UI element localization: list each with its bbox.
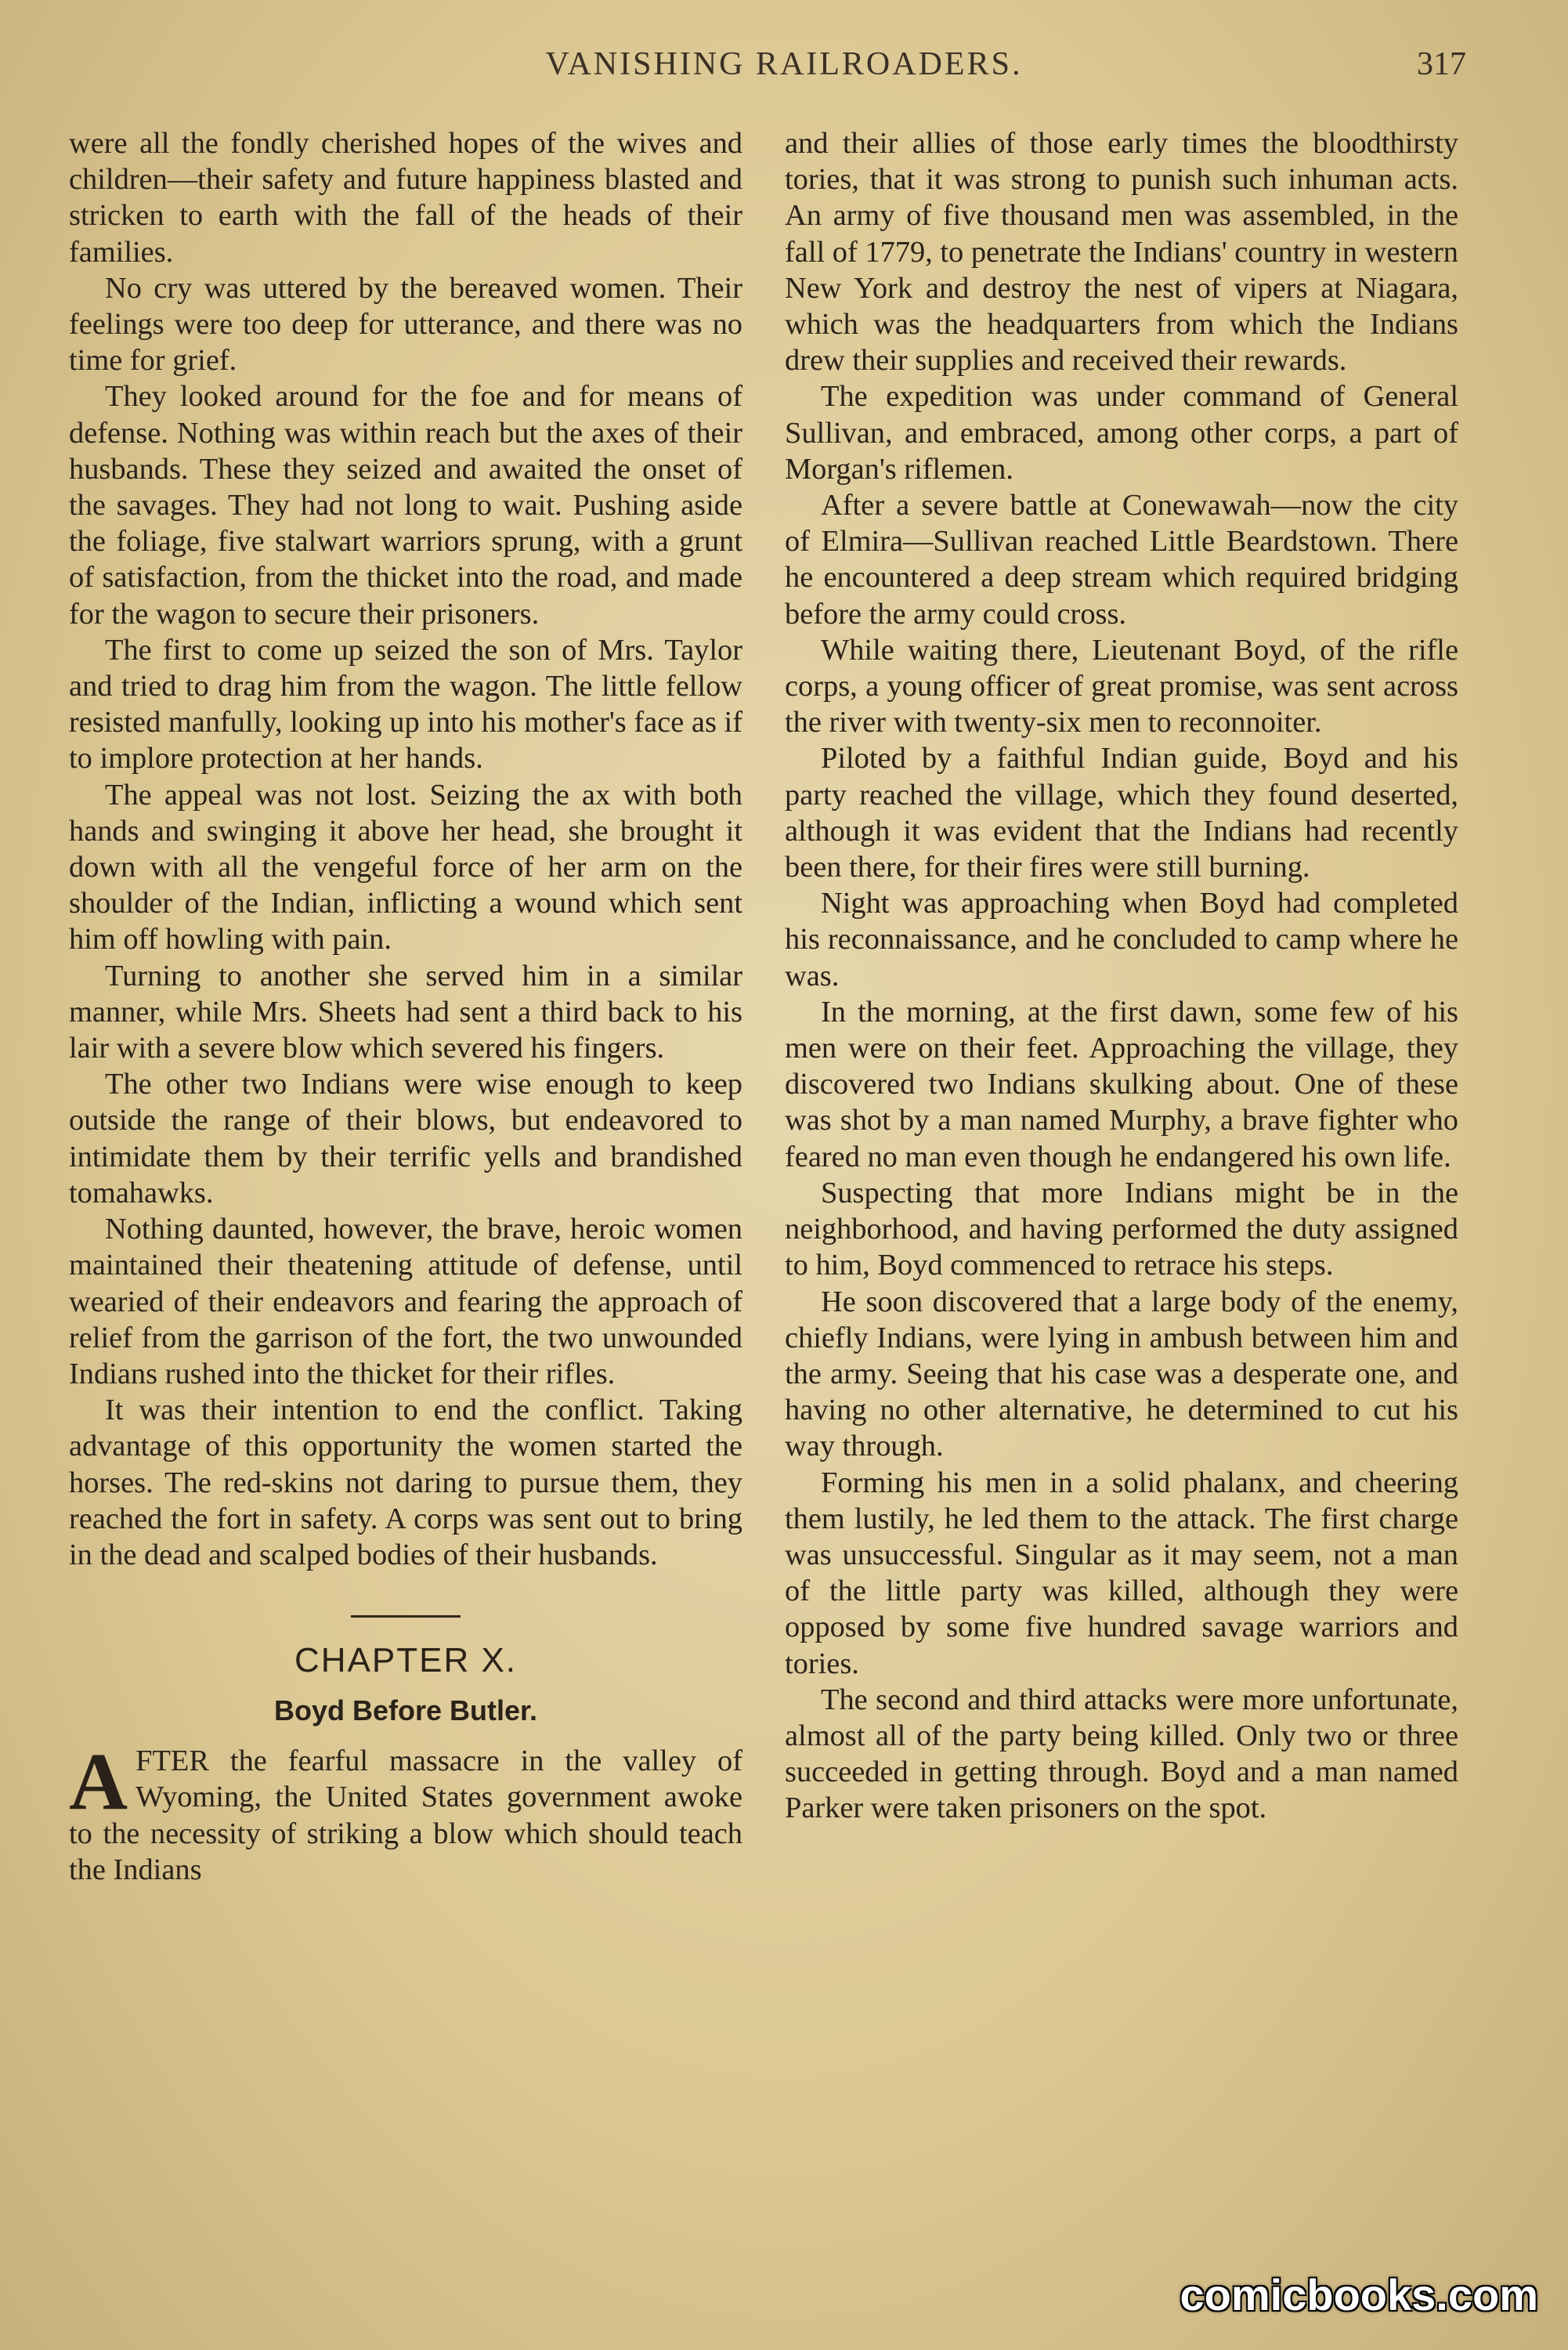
chapter-title: CHAPTER X. (294, 1641, 518, 1680)
paragraph: The second and third attacks were more unfortunate, almost all of the party being killed. Only two or three succeeded in getting through. Boyd and a man named Parker were taken prisoners on the spot. (785, 1683, 1458, 1825)
drop-cap: A (69, 1737, 128, 1828)
paragraph: Suspecting that more Indians might be in the neighborhood, and having performed the duty assigned to him, Boyd commenced to retrace his steps. (785, 1176, 1458, 1282)
page-header (0, 45, 1568, 92)
paragraph: After a severe battle at Conewawah—now the city of Elmira—Sullivan reached Little Beardstown. There he encountered a deep stream which required bridging before the army could cross. (785, 489, 1458, 631)
running-title: VANISHING RAILROADERS. (545, 46, 1023, 82)
paragraph: He soon discovered that a large body of the enemy, chiefly Indians, were lying in ambush between him and the army. Seeing that his case was a desperate one, and having no other alternative, he determined to cut his way through. (785, 1285, 1458, 1463)
paragraph: The appeal was not lost. Seizing the ax with both hands and swinging it above her head, she brought it down with all the vengeful force of her arm on the shoulder of the Indian, inflicting a wound which sent him off howling with pain. (69, 778, 742, 956)
paragraph: It was their intention to end the conflict. Taking advantage of this opportunity the women started the horses. The red-skins not daring to pursue them, they reached the fort in safety. A corps was sent out to bring in the dead and scalped bodies of their husbands. (69, 1394, 742, 1571)
chapter-opening-paragraph (69, 1737, 742, 1888)
paragraph: were all the fondly cherished hopes of the wives and children—their safety and future happiness blasted and stricken to earth with the fall of the heads of their families. (69, 127, 742, 269)
right-column (785, 125, 1458, 1827)
paragraph: Turning to another she served him in a similar manner, while Mrs. Sheets had sent a third back to his lair with a severe blow which severed his fingers. (69, 959, 742, 1065)
paragraph: Nothing daunted, however, the brave, heroic women maintained their theatening attitude of defense, until wearied of their endeavors and fearing the approach of relief from the garrison of the fort, the two unwounded Indians rushed into the thicket for their rifles. (69, 1213, 742, 1390)
chapter-subtitle: Boyd Before Butler. (273, 1694, 538, 1727)
paragraph: Forming his men in a solid phalanx, and cheering them lustily, he led them to the attack. The first charge was unsuccessful. Singular as it may seem, not a man of the little party was killed, although they were opposed by some five hundred savage warriors and tories. (785, 1466, 1458, 1680)
paragraph: The expedition was under command of General Sullivan, and embraced, among other corps, a part of Morgan's riflemen. (785, 380, 1458, 486)
paragraph: While waiting there, Lieutenant Boyd, of the rifle corps, a young officer of great promise, was sent across the river with twenty-six men to reconnoiter. (785, 633, 1458, 739)
paragraph: They looked around for the foe and for means of defense. Nothing was within reach but the axes of their husbands. These they seized and awaited the onset of the savages. They had not long to wait. Pushing aside the foliage, five stalwart warriors sprung, with a grunt of satisfaction, from the thicket into the road, and made for the wagon to secure their prisoners. (69, 380, 742, 631)
paragraph: No cry was uttered by the bereaved women. Their feelings were too deep for utterance, and there was no time for grief. (69, 271, 742, 378)
page-number: 317 (1417, 46, 1466, 82)
paragraph: and their allies of those early times the bloodthirsty tories, that it was strong to punish such inhuman acts. An army of five thousand men was assembled, in the fall of 1779, to penetrate the Indians' country in western New York and destroy the nest of vipers at Niagara, which was the headquarters from which the Indians drew their supplies and received their rewards. (785, 127, 1458, 378)
paragraph: In the morning, at the first dawn, some few of his men were on their feet. Approaching the village, they discovered two Indians skulking about. One of these was shot by a man named Murphy, a brave fighter who feared no man even though he endangered his own life. (785, 995, 1458, 1173)
chapter-divider (351, 1615, 461, 1618)
paragraph: The first to come up seized the son of Mrs. Taylor and tried to drag him from the wagon. The little fellow resisted manfully, looking up into his mother's face as if to implore protection at her hands. (69, 633, 742, 776)
paragraph: The other two Indians were wise enough to keep outside the range of their blows, but endeavored to intimidate them by their terrific yells and brandished tomahawks. (69, 1068, 742, 1209)
chapter-opening-text: FTER the fearful massacre in the valley of Wyoming, the United States government awoke to the necessity of striking a blow which should teach the Indians (69, 1744, 742, 1886)
left-column (69, 125, 742, 1888)
paragraph: Night was approaching when Boyd had completed his reconnaissance, and he concluded to camp where he was. (785, 887, 1458, 992)
paragraph: Piloted by a faithful Indian guide, Boyd and his party reached the village, which they found deserted, although it was evident that the Indians had recently been there, for their fires were still burning. (785, 742, 1458, 884)
site-watermark: comicbooks.com (1180, 2270, 1538, 2319)
